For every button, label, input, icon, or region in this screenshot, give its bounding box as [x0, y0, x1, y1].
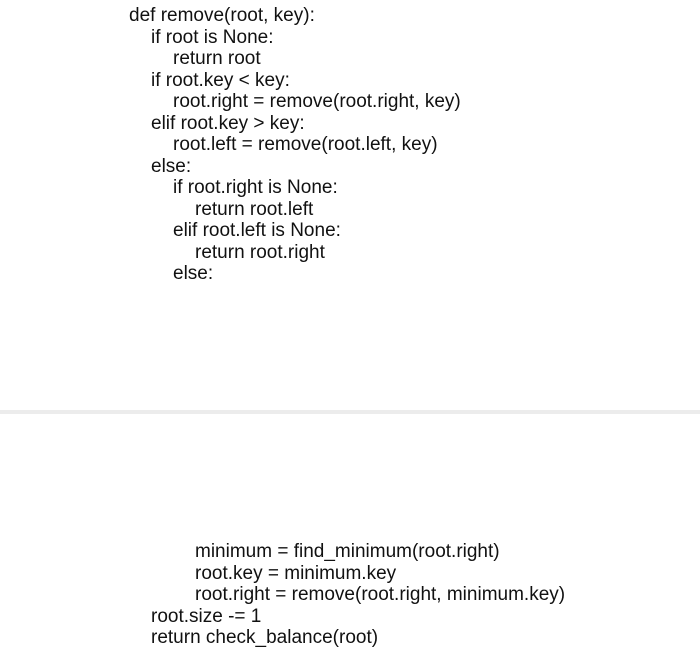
code-line: root.key = minimum.key — [195, 562, 397, 584]
code-line: return root.left — [195, 198, 314, 220]
code-line: else: — [151, 155, 192, 177]
code-line: if root.key < key: — [151, 69, 290, 91]
code-block-top — [129, 5, 461, 285]
code-panel-bottom — [0, 414, 700, 658]
code-line: return root — [173, 48, 261, 69]
code-line: return root.right — [195, 241, 325, 263]
code-line: root.right = remove(root.right, minimum.key) — [195, 584, 566, 605]
code-line: root.size -= 1 — [151, 605, 262, 627]
code-line: elif root.left is None: — [173, 220, 341, 241]
code-line: root.right = remove(root.right, key) — [173, 91, 461, 112]
code-line: if root.right is None: — [173, 177, 338, 198]
code-line: if root is None: — [151, 26, 274, 48]
code-line: def remove(root, key): — [129, 5, 315, 26]
code-line: return check_balance(root) — [151, 627, 379, 648]
code-line: root.left = remove(root.left, key) — [173, 134, 438, 155]
code-line: elif root.key > key: — [151, 112, 305, 134]
code-line: minimum = find_minimum(root.right) — [195, 541, 500, 562]
code-line: else: — [173, 263, 214, 284]
code-block-bottom — [151, 541, 565, 649]
